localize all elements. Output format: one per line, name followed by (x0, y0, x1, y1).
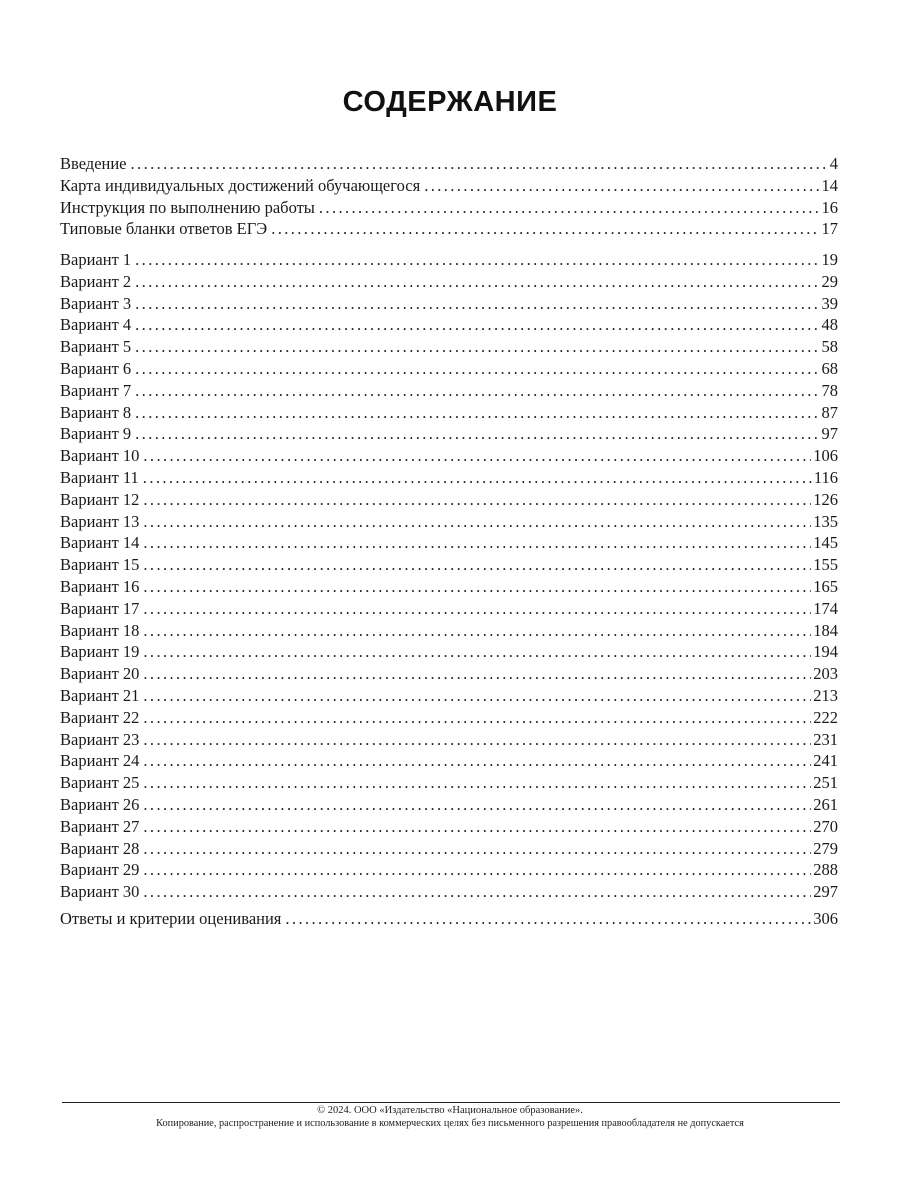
toc-answers-section (60, 908, 838, 930)
toc-entry-label: Вариант 28 (60, 838, 140, 858)
toc-leader-dots (319, 197, 820, 219)
toc-leader-dots (143, 576, 811, 598)
toc-leader-dots (135, 380, 819, 402)
toc-entry-page: 261 (813, 794, 838, 814)
toc-entry (60, 175, 838, 197)
toc-leader-dots (285, 908, 811, 930)
toc-entry-label: Карта индивидуальных достижений обучающегося (60, 175, 421, 195)
toc-entry (60, 423, 838, 445)
toc-entry-label: Вариант 4 (60, 315, 132, 335)
toc-variants-section (60, 249, 838, 903)
toc-entry (60, 881, 838, 903)
toc-entry (60, 218, 838, 240)
toc-entry-page: 48 (821, 315, 838, 335)
toc-entry-label: Вариант 30 (60, 882, 140, 902)
toc-entry (60, 271, 838, 293)
toc-entry (60, 380, 838, 402)
toc-entry (60, 685, 838, 707)
toc-entry (60, 511, 838, 533)
toc-entry-page: 16 (821, 197, 838, 217)
toc-entry (60, 663, 838, 685)
toc-leader-dots (143, 750, 811, 772)
toc-entry-page: 97 (821, 424, 838, 444)
toc-entry-page: 270 (813, 816, 838, 836)
toc-entry-label: Вариант 9 (60, 424, 132, 444)
toc-entry-page: 241 (813, 751, 838, 771)
toc-leader-dots (143, 816, 811, 838)
toc-leader-dots (424, 175, 819, 197)
toc-entry-label: Вариант 14 (60, 533, 140, 553)
toc-entry-label: Вариант 24 (60, 751, 140, 771)
toc-entry-label: Вариант 10 (60, 446, 140, 466)
toc-entry-label: Вариант 8 (60, 402, 132, 422)
toc-entry-label: Вариант 17 (60, 598, 140, 618)
toc-leader-dots (143, 663, 811, 685)
toc-entry-page: 135 (813, 511, 838, 531)
toc-entry-label: Введение (60, 154, 127, 173)
toc-entry (60, 402, 838, 424)
toc-entry-label: Вариант 25 (60, 773, 140, 793)
toc-leader-dots (271, 218, 819, 240)
toc-leader-dots (143, 685, 811, 707)
toc-entry-label: Вариант 11 (60, 467, 139, 487)
toc-entry-label: Вариант 7 (60, 380, 132, 400)
toc-entry (60, 750, 838, 772)
toc-entry-label: Вариант 12 (60, 489, 140, 509)
toc-leader-dots (135, 271, 819, 293)
toc-entry (60, 729, 838, 751)
toc-entry-page: 68 (821, 358, 838, 378)
toc-entry-page: 14 (821, 175, 838, 195)
toc-entry (60, 467, 838, 489)
toc-entry (60, 249, 838, 271)
toc-entry (60, 554, 838, 576)
toc-leader-dots (143, 489, 811, 511)
toc-entry-label: Вариант 13 (60, 511, 140, 531)
toc-entry (60, 816, 838, 838)
toc-entry (60, 336, 838, 358)
toc-entry (60, 445, 838, 467)
toc-leader-dots (135, 293, 819, 315)
toc-entry-label: Вариант 19 (60, 642, 140, 662)
toc-entry (60, 641, 838, 663)
toc-leader-dots (143, 467, 812, 489)
toc-leader-dots (135, 314, 819, 336)
toc-entry-label: Типовые бланки ответов ЕГЭ (60, 219, 268, 239)
page-title: СОДЕРЖАНИЕ (342, 86, 558, 118)
toc-entry-label: Вариант 22 (60, 707, 140, 727)
toc-entry-label: Вариант 26 (60, 794, 140, 814)
toc-entry-page: 4 (829, 154, 838, 173)
toc-entry-label: Вариант 18 (60, 620, 140, 640)
toc-entry-page: 279 (813, 838, 838, 858)
toc-entry (60, 859, 838, 881)
toc-entry (60, 598, 838, 620)
toc-entry-label: Вариант 6 (60, 358, 132, 378)
toc-entry-page: 17 (821, 219, 838, 239)
toc-entry (60, 314, 838, 336)
toc-entry-label: Вариант 20 (60, 664, 140, 684)
toc-entry-label: Вариант 1 (60, 250, 132, 269)
toc-leader-dots (143, 620, 811, 642)
toc-leader-dots (143, 838, 811, 860)
toc-entry (60, 794, 838, 816)
toc-leader-dots (135, 423, 819, 445)
toc-entry-page: 155 (813, 555, 838, 575)
toc-leader-dots (143, 772, 811, 794)
toc-entry (60, 153, 838, 175)
toc-entry-label: Вариант 2 (60, 271, 132, 291)
toc-entry-page: 194 (813, 642, 838, 662)
toc-entry (60, 707, 838, 729)
toc-entry-label: Вариант 29 (60, 860, 140, 880)
toc-entry-label: Вариант 5 (60, 337, 132, 357)
toc-entry-page: 116 (813, 467, 838, 487)
toc-leader-dots (135, 358, 819, 380)
toc-entry-page: 58 (821, 337, 838, 357)
toc-entry (60, 576, 838, 598)
toc-leader-dots (143, 729, 811, 751)
toc-entry-label: Ответы и критерии оценивания (60, 909, 282, 928)
toc-entry-page: 213 (813, 685, 838, 705)
toc-entry-page: 106 (813, 446, 838, 466)
toc-entry-page: 78 (821, 380, 838, 400)
toc-entry-page: 288 (813, 860, 838, 880)
toc-entry-page: 165 (813, 576, 838, 596)
toc-intro-section (60, 153, 838, 240)
toc-entry-label: Вариант 16 (60, 576, 140, 596)
footer-divider (62, 1102, 840, 1103)
toc-entry (60, 772, 838, 794)
toc-entry-page: 184 (813, 620, 838, 640)
toc-leader-dots (143, 881, 811, 903)
toc-entry-page: 222 (813, 707, 838, 727)
toc-entry-label: Вариант 15 (60, 555, 140, 575)
toc-entry-page: 19 (821, 250, 838, 269)
toc-leader-dots (143, 598, 811, 620)
toc-leader-dots (143, 641, 811, 663)
toc-leader-dots (135, 336, 819, 358)
toc-entry-label: Вариант 23 (60, 729, 140, 749)
toc-leader-dots (143, 707, 811, 729)
toc-entry-page: 29 (821, 271, 838, 291)
toc-entry (60, 293, 838, 315)
toc-leader-dots (143, 511, 811, 533)
toc-entry-page: 251 (813, 773, 838, 793)
toc-leader-dots (143, 445, 811, 467)
footer-copyright: © 2024. ООО «Издательство «Национальное образование». (317, 1105, 583, 1116)
toc-entry-label: Вариант 3 (60, 293, 132, 313)
toc-entry (60, 197, 838, 219)
toc-leader-dots (143, 859, 811, 881)
toc-entry-page: 174 (813, 598, 838, 618)
toc-entry (60, 358, 838, 380)
toc-entry-label: Вариант 27 (60, 816, 140, 836)
toc-entry-page: 231 (813, 729, 838, 749)
toc-entry-page: 39 (821, 293, 838, 313)
toc-entry-page: 87 (821, 402, 838, 422)
toc-entry (60, 620, 838, 642)
toc-entry-page: 306 (813, 909, 838, 928)
toc-entry (60, 908, 838, 930)
toc-entry-page: 145 (813, 533, 838, 553)
toc-entry-label: Инструкция по выполнению работы (60, 197, 315, 217)
footer-notice: Копирование, распространение и использование в коммерческих целях без письменного разрешения правообладателя не допускается (156, 1118, 744, 1129)
toc-entry (60, 532, 838, 554)
toc-leader-dots (135, 402, 819, 424)
toc-leader-dots (131, 153, 828, 175)
toc-entry-page: 126 (813, 489, 838, 509)
toc-leader-dots (143, 554, 811, 576)
toc-entry-label: Вариант 21 (60, 685, 140, 705)
toc-entry (60, 838, 838, 860)
toc-leader-dots (143, 532, 811, 554)
toc-entry-page: 203 (813, 664, 838, 684)
toc-leader-dots (135, 249, 819, 271)
toc-entry (60, 489, 838, 511)
toc-leader-dots (143, 794, 811, 816)
toc-entry-page: 297 (813, 882, 838, 902)
